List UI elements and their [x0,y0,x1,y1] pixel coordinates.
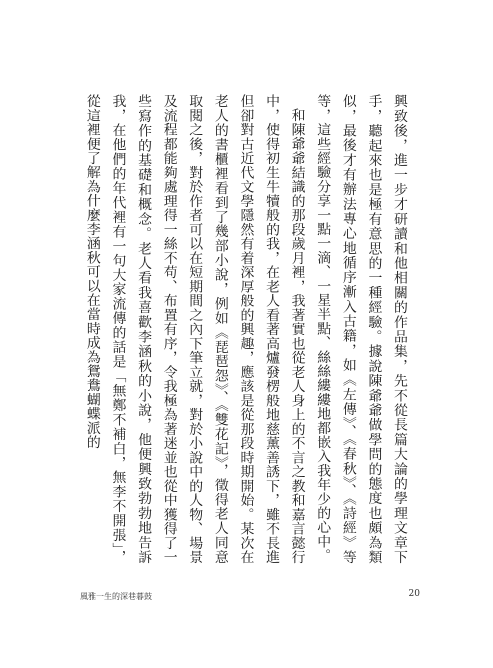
running-footer-title: 風雅一生的深巷暮鼓 [80,592,152,601]
page-number: 20 [408,589,420,599]
paragraph: 興致後，進一步才研讀和他相關的作品集，先不從長篇大論的學理文章下手，聽起來也是極有意思的一種經驗。據說陳爺爺做學問的態度也頗為類似，最後才有辦法專心地循序漸入古籍，如《左傳》、《春秋》、《詩經》等等，這些經驗分享一點一滴、一星半點、絲絲縷縷地都嵌入我年少的心中。 [314,94,407,564]
body-text [78,94,411,564]
paragraph: 和陳爺爺結識的那段歲月裡，我著實也從老人身上的不言之教和嘉言懿行中，使得初生牛犢般的我，在老人看著高爐發楞般地慈薰善誘下，雖不長進但卻對古近代文學隱然有着深厚般的興趣，應該是從那段時期開始。某次在老人的書櫃裡看到了幾部小說，例如《琵琶怨》、《雙花記》，徵得老人同意取閱之後，對於作者可以在短期間之內下筆立就，對於小說中的人物、場景及流程都能夠處理得一絲不苟、布置有序，令我極為著迷並也從中獲得了一些寫作的基礎和概念。老人看我喜歡李涵秋的小說，他便興致勃勃地告訴我，在他們的年代裡有一句大家流傳的話是「無鄭不補白，無李不開張」，從這裡便了解為什麼李涵秋可以在當時成為鴛鴦蝴蝶派的 [83,94,305,564]
